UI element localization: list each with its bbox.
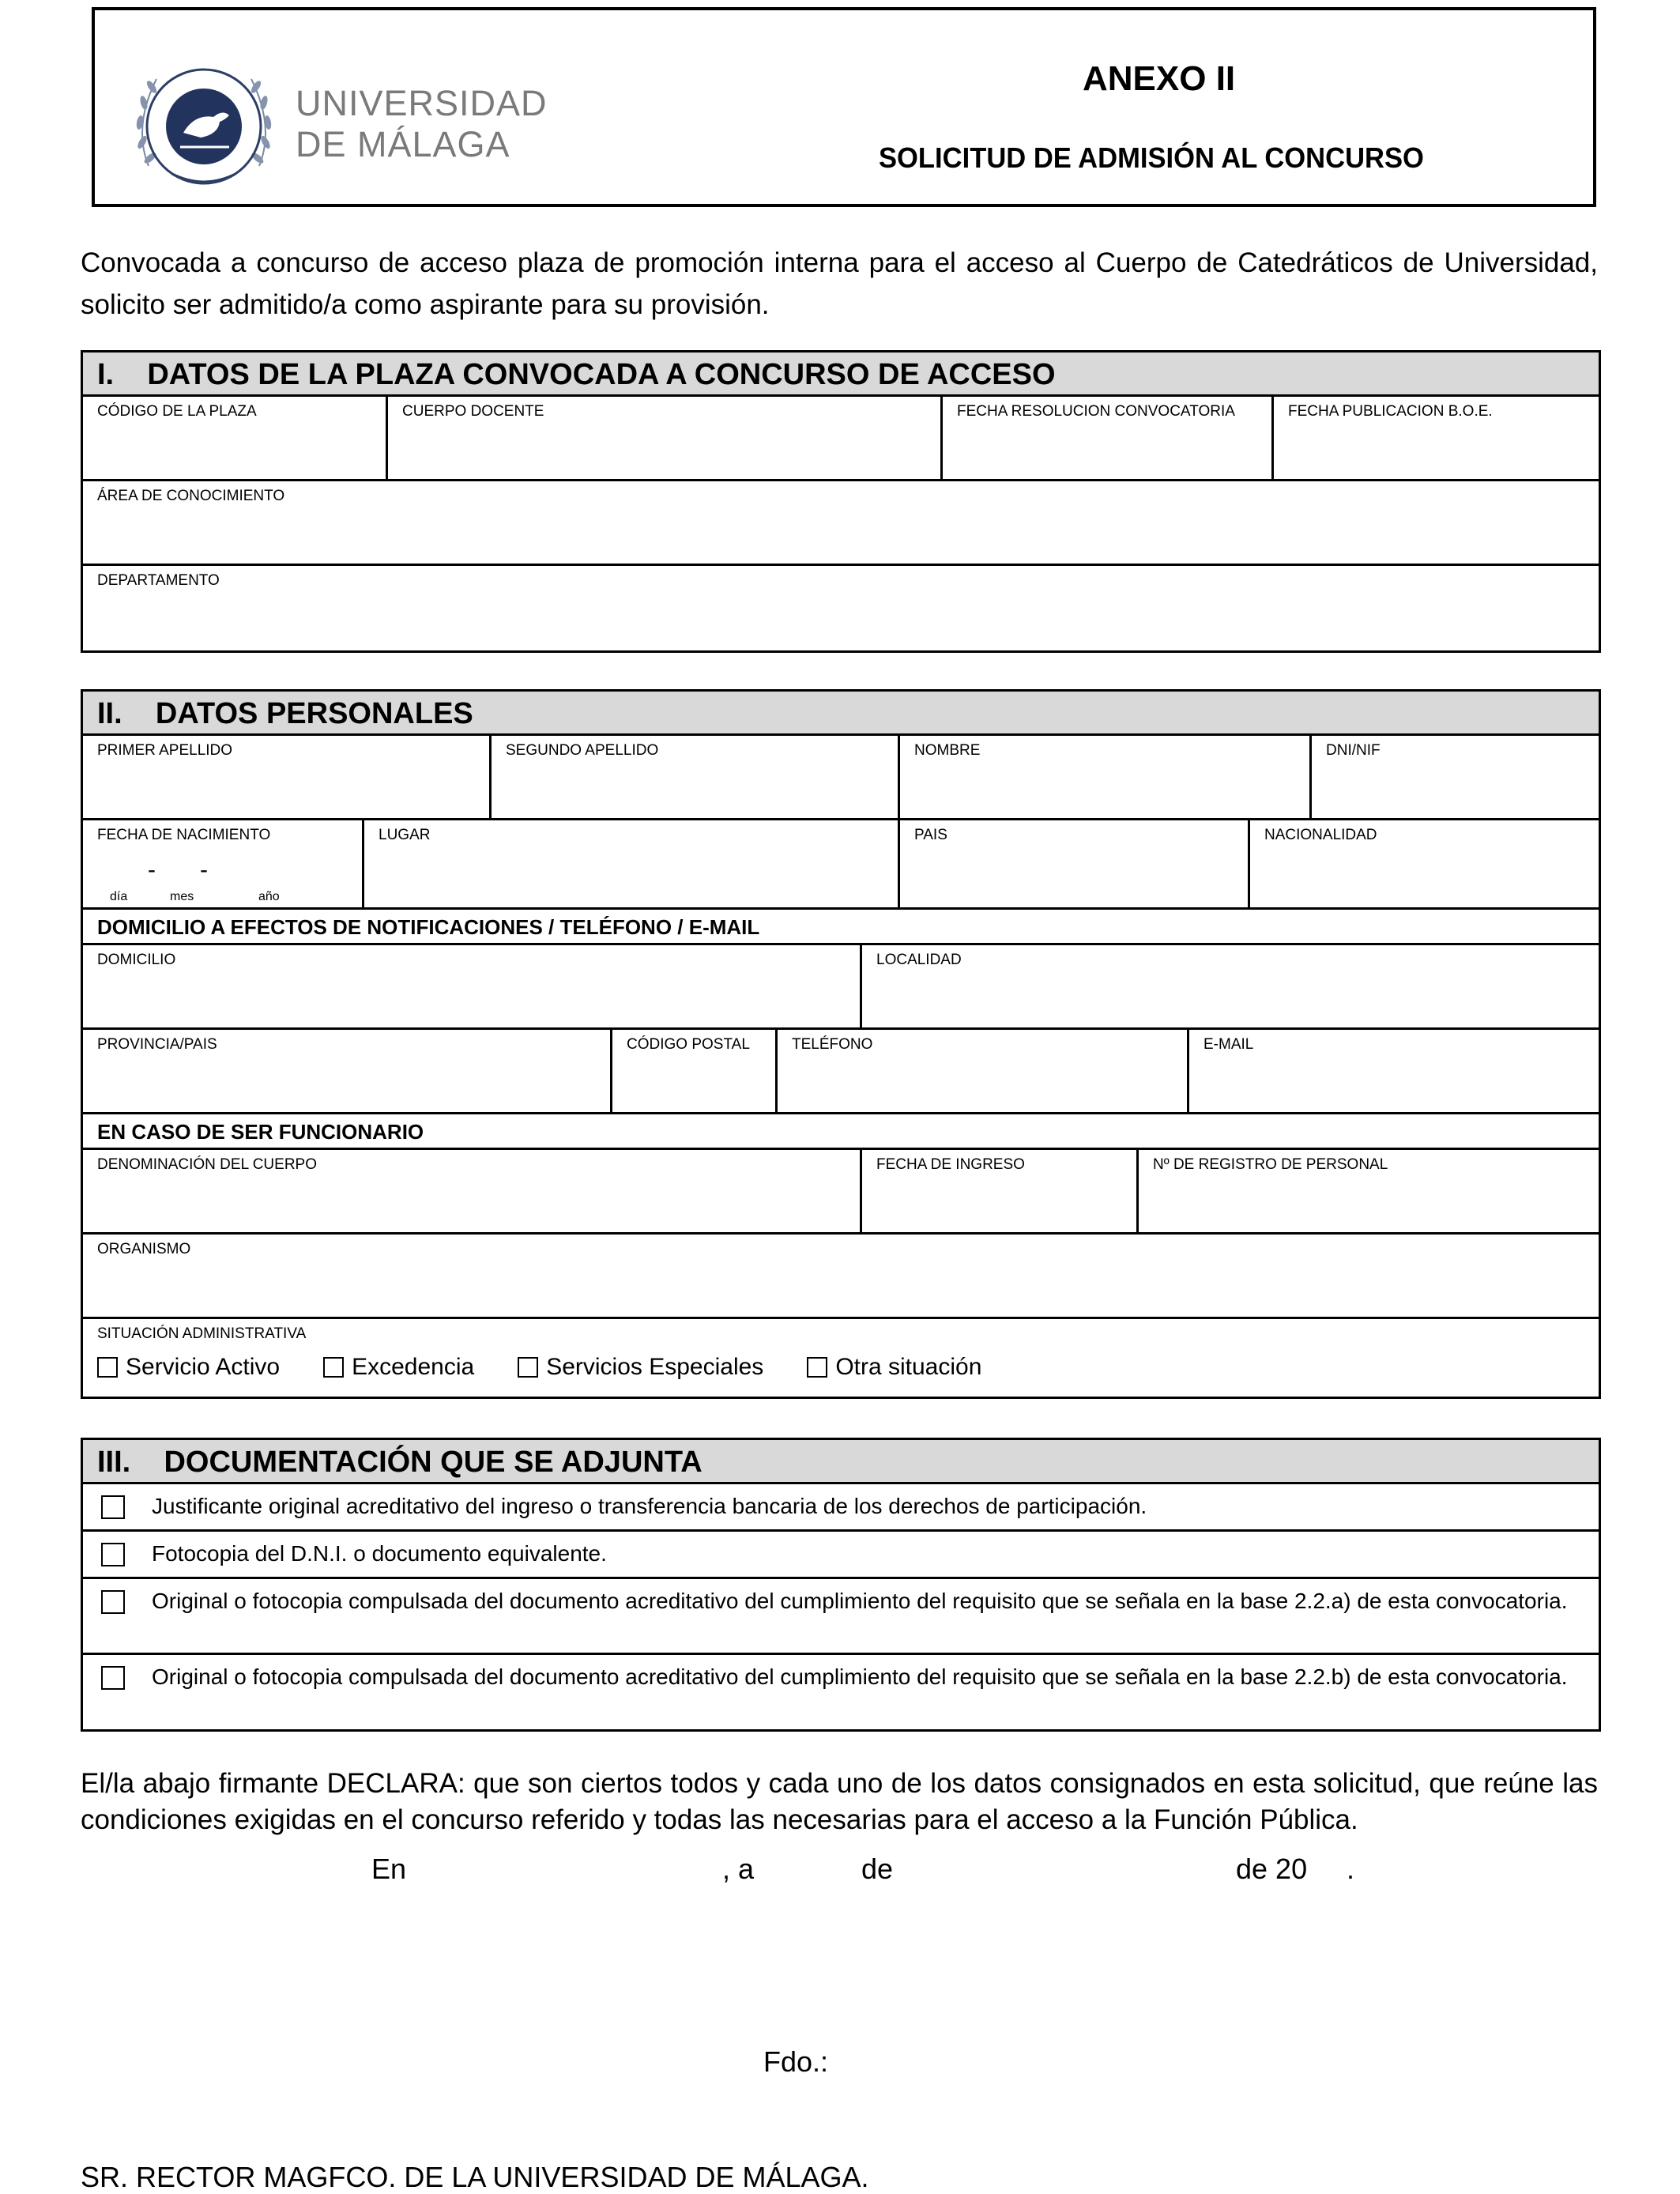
date-de-label: de — [861, 1853, 894, 1885]
checkbox-icon[interactable] — [101, 1495, 125, 1519]
place-en-label: En — [371, 1853, 407, 1885]
doc-item-label: Original o fotocopia compulsada del documento acreditativo del cumplimiento del requisito que se señala en la base 2.2.b) de esta convocatoria. — [152, 1664, 1568, 1689]
funcionario-subheading: EN CASO DE SER FUNCIONARIO — [83, 1114, 1599, 1150]
doc-item[interactable] — [83, 1579, 1599, 1655]
pais-field[interactable]: PAIS — [900, 820, 1250, 907]
checkbox-icon[interactable] — [101, 1543, 125, 1566]
doc-item[interactable] — [83, 1484, 1599, 1532]
doc-item-label: Justificante original acreditativo del ingreso o transferencia bancaria de los derechos de participación. — [152, 1494, 1147, 1518]
personal-row-names — [83, 736, 1599, 820]
fecha-boe-field[interactable]: FECHA PUBLICACION B.O.E. — [1288, 403, 1493, 420]
fecha-ingreso-field[interactable]: FECHA DE INGRESO — [862, 1150, 1139, 1232]
primer-apellido-field[interactable]: PRIMER APELLIDO — [83, 736, 492, 818]
form-title: SOLICITUD DE ADMISIÓN AL CONCURSO — [879, 141, 1424, 174]
option-servicio-activo[interactable] — [97, 1354, 280, 1381]
personal-row-organismo — [83, 1235, 1599, 1319]
declaration-paragraph: El/la abajo firmante DECLARA: que son ciertos todos y cada uno de los datos consignados en esta solicitud, que reúne las condiciones exigidas en el concurso referido y todas las necesarias para el acceso a la Función Pública. — [81, 1768, 1598, 1835]
fecha-nacimiento-field[interactable] — [83, 820, 364, 907]
codigo-plaza-field[interactable]: CÓDIGO DE LA PLAZA — [83, 397, 388, 479]
situacion-field — [83, 1319, 1599, 1397]
provincia-field[interactable]: PROVINCIA/PAIS — [83, 1030, 612, 1112]
option-otra-situacion[interactable] — [807, 1354, 981, 1381]
personal-row-birth — [83, 820, 1599, 910]
personal-row-cuerpo — [83, 1150, 1599, 1235]
checkbox-icon[interactable] — [323, 1357, 344, 1378]
doc-item[interactable] — [83, 1532, 1599, 1579]
option-label: Excedencia — [352, 1354, 475, 1380]
checkbox-icon[interactable] — [518, 1357, 538, 1378]
option-label: Servicio Activo — [126, 1354, 281, 1380]
nombre-field[interactable]: NOMBRE — [900, 736, 1312, 818]
section-documentacion — [81, 1438, 1601, 1732]
codigo-postal-field[interactable]: CÓDIGO POSTAL — [612, 1030, 778, 1112]
doc-item-label: Fotocopia del D.N.I. o documento equivalente. — [152, 1541, 607, 1566]
date-end-dot: . — [1347, 1853, 1355, 1885]
university-name-line2: DE MÁLAGA — [296, 124, 510, 164]
cuerpo-docente-field[interactable]: CUERPO DOCENTE — [388, 397, 943, 479]
personal-row-address — [83, 945, 1599, 1030]
intro-paragraph: Convocada a concurso de acceso plaza de promoción interna para el acceso al Cuerpo de Catedráticos de Universidad, solicito ser admitido/a como aspirante para su provisión. — [81, 247, 1598, 320]
checkbox-icon[interactable] — [101, 1666, 125, 1690]
doc-item-label: Original o fotocopia compulsada del documento acreditativo del cumplimiento del requisito que se señala en la base 2.2.a) de esta convocatoria. — [152, 1589, 1568, 1613]
university-name-line1: UNIVERSIDAD — [296, 83, 548, 123]
fecha-resolucion-field[interactable]: FECHA RESOLUCION CONVOCATORIA — [943, 397, 1274, 479]
email-field[interactable]: E-MAIL — [1203, 1036, 1254, 1053]
header-box — [92, 7, 1596, 207]
doc-item[interactable] — [83, 1655, 1599, 1729]
organismo-field[interactable]: ORGANISMO — [97, 1241, 191, 1257]
checkbox-icon[interactable] — [101, 1590, 125, 1614]
date-dash-1: - — [148, 857, 156, 883]
date-year-label: de 20 — [1236, 1853, 1308, 1885]
situacion-options — [97, 1354, 1584, 1381]
plaza-row-3 — [83, 566, 1599, 650]
nacionalidad-field[interactable]: NACIONALIDAD — [1264, 827, 1377, 843]
university-seal-logo — [125, 47, 283, 205]
mes-label: mes — [170, 890, 194, 903]
registro-personal-field[interactable]: Nº DE REGISTRO DE PERSONAL — [1153, 1156, 1388, 1173]
situacion-label: SITUACIÓN ADMINISTRATIVA — [97, 1325, 307, 1342]
domicilio-subheading: DOMICILIO A EFECTOS DE NOTIFICACIONES / TELÉFONO / E-MAIL — [83, 910, 1599, 945]
dni-field[interactable]: DNI/NIF — [1326, 742, 1381, 759]
annex-title: ANEXO II — [1083, 59, 1236, 98]
university-name — [296, 83, 548, 165]
area-conocimiento-field[interactable]: ÁREA DE CONOCIMIENTO — [97, 488, 285, 504]
departamento-field[interactable]: DEPARTAMENTO — [97, 572, 220, 589]
dia-label: día — [110, 890, 128, 903]
option-servicios-especiales[interactable] — [518, 1354, 763, 1381]
plaza-row-2 — [83, 481, 1599, 566]
option-label: Servicios Especiales — [546, 1354, 764, 1380]
signature-label: Fdo.: — [763, 2045, 829, 2078]
section-personal-title: II. DATOS PERSONALES — [83, 692, 1599, 736]
date-dash-2: - — [200, 857, 208, 883]
section-plaza — [81, 350, 1601, 653]
checkbox-icon[interactable] — [97, 1357, 118, 1378]
localidad-field[interactable]: LOCALIDAD — [876, 952, 962, 968]
plaza-row-1 — [83, 397, 1599, 481]
section-personal — [81, 689, 1601, 1399]
checkbox-icon[interactable] — [807, 1357, 827, 1378]
place-a-label: , a — [722, 1853, 755, 1885]
domicilio-field[interactable]: DOMICILIO — [83, 945, 862, 1027]
lugar-field[interactable]: LUGAR — [364, 820, 900, 907]
fecha-nacimiento-label: FECHA DE NACIMIENTO — [97, 827, 271, 843]
telefono-field[interactable]: TELÉFONO — [778, 1030, 1189, 1112]
denominacion-cuerpo-field[interactable]: DENOMINACIÓN DEL CUERPO — [83, 1150, 862, 1232]
option-label: Otra situación — [835, 1354, 982, 1380]
option-excedencia[interactable] — [323, 1354, 474, 1381]
anio-label: año — [258, 890, 280, 903]
segundo-apellido-field[interactable]: SEGUNDO APELLIDO — [492, 736, 900, 818]
addressee: SR. RECTOR MAGFCO. DE LA UNIVERSIDAD DE MÁLAGA. — [81, 2161, 869, 2193]
personal-row-contact — [83, 1030, 1599, 1114]
section-plaza-title: I. DATOS DE LA PLAZA CONVOCADA A CONCURSO DE ACCESO — [83, 352, 1599, 397]
section-documentacion-title: III. DOCUMENTACIÓN QUE SE ADJUNTA — [83, 1440, 1599, 1484]
personal-row-situacion — [83, 1319, 1599, 1397]
